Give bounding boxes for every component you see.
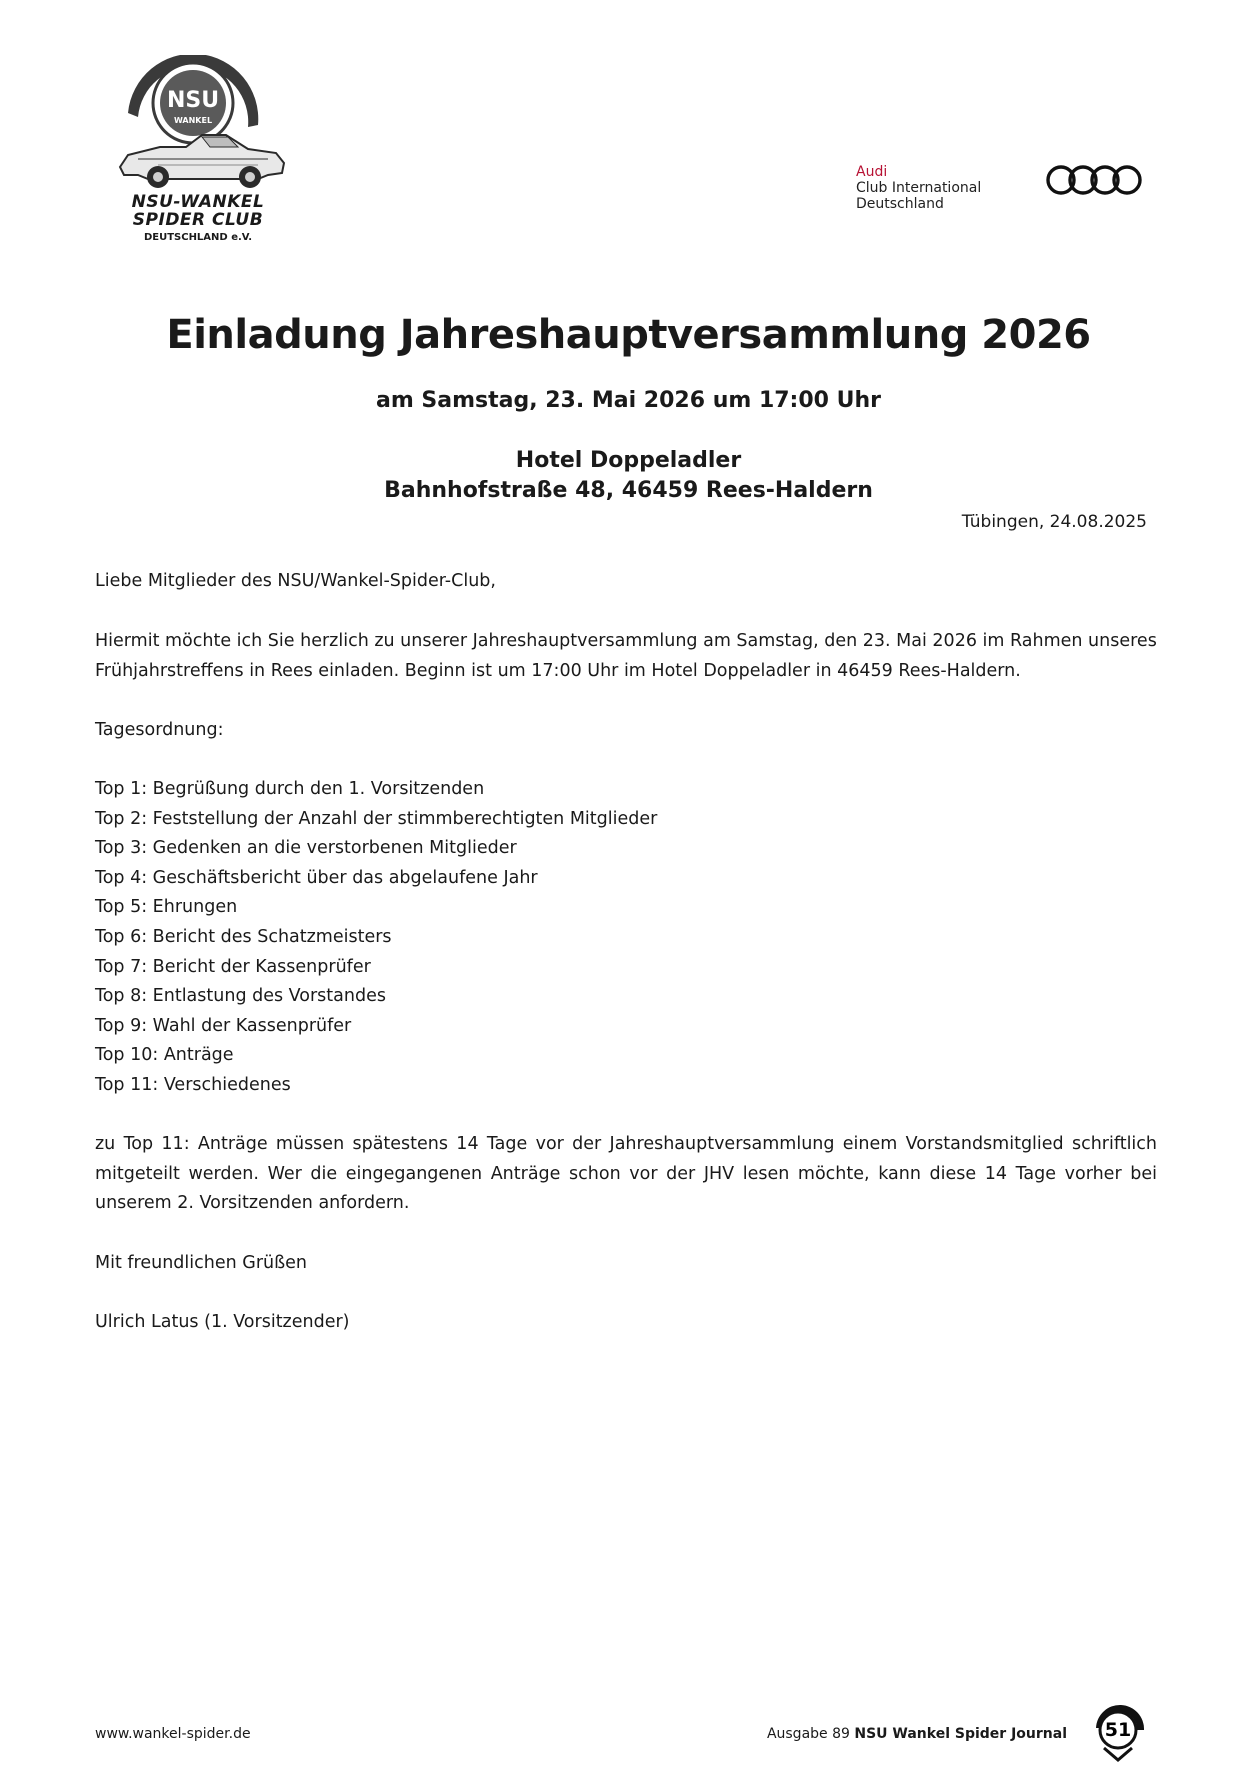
club-logo-line1: NSU-WANKEL bbox=[131, 192, 265, 212]
footer-website-link[interactable]: www.wankel-spider.de bbox=[95, 1726, 251, 1742]
page-number: 51 bbox=[1104, 1719, 1132, 1741]
agenda-list bbox=[95, 775, 657, 1101]
agenda-item: Top 5: Ehrungen bbox=[95, 897, 238, 918]
event-date: am Samstag, 23. Mai 2026 um 17:00 Uhr bbox=[375, 388, 882, 413]
agenda-item: Top 2: Feststellung der Anzahl der stimmberechtigten Mitglieder bbox=[95, 808, 658, 829]
page-number-badge bbox=[1090, 1702, 1150, 1762]
footer-journal bbox=[767, 1726, 1067, 1742]
agenda-item: Top 3: Gedenken an die verstorbenen Mitglieder bbox=[95, 838, 517, 859]
agenda-item: Top 4: Geschäftsbericht über das abgelaufene Jahr bbox=[95, 867, 538, 888]
audi-rings-icon bbox=[1043, 162, 1143, 198]
agenda-item: Top 11: Verschiedenes bbox=[95, 1074, 291, 1095]
svg-text:NSU: NSU bbox=[166, 88, 220, 113]
signature: Ulrich Latus (1. Vorsitzender) bbox=[95, 1312, 350, 1332]
journal-name: NSU Wankel Spider Journal bbox=[854, 1726, 1067, 1742]
agenda-item: Top 8: Entlastung des Vorstandes bbox=[95, 986, 386, 1007]
club-logo bbox=[98, 55, 298, 245]
closing: Mit freundlichen Grüßen bbox=[95, 1253, 307, 1273]
club-logo-line2: SPIDER CLUB bbox=[132, 210, 264, 230]
page-title: Einladung Jahreshauptversammlung 2026 bbox=[166, 312, 1091, 358]
svg-text:WANKEL: WANKEL bbox=[173, 116, 213, 125]
agenda-item: Top 10: Anträge bbox=[95, 1045, 234, 1066]
place-date: Tübingen, 24.08.2025 bbox=[961, 512, 1147, 532]
audi-line2: Deutschland bbox=[856, 196, 944, 212]
agenda-item: Top 1: Begrüßung durch den 1. Vorsitzenden bbox=[95, 779, 485, 799]
venue-address: Bahnhofstraße 48, 46459 Rees-Haldern bbox=[384, 478, 873, 503]
audi-brand-text: Audi bbox=[856, 164, 888, 180]
agenda-item: Top 6: Bericht des Schatzmeisters bbox=[95, 926, 392, 947]
audi-club-logo bbox=[856, 164, 981, 212]
salutation: Liebe Mitglieder des NSU/Wankel-Spider-Club, bbox=[95, 571, 496, 591]
club-logo-emblem bbox=[98, 55, 298, 195]
venue-name: Hotel Doppeladler bbox=[515, 448, 742, 473]
agenda-heading: Tagesordnung: bbox=[95, 720, 224, 740]
agenda-note: zu Top 11: Anträge müssen spätestens 14 Tage vor der Jahreshauptversammlung einem Vorstandsmitglied schriftlich mitgeteilt werden. Wer die eingegangenen Anträge schon vor der JHV lesen möchte, kann diese 14 Tage vorher bei unserem 2. Vorsitzenden anfordern. bbox=[95, 1134, 1157, 1214]
issue-label: Ausgabe 89 bbox=[766, 1726, 850, 1742]
agenda-item: Top 7: Bericht der Kassenprüfer bbox=[95, 956, 371, 977]
club-logo-line3: DEUTSCHLAND e.V. bbox=[143, 232, 253, 243]
agenda-item: Top 9: Wahl der Kassenprüfer bbox=[95, 1015, 352, 1036]
audi-line1: Club International bbox=[856, 180, 982, 196]
intro-paragraph: Hiermit möchte ich Sie herzlich zu unserer Jahreshauptversammlung am Samstag, den 23. Mai 2026 im Rahmen unseres Frühjahrstreffens in Rees einladen. Beginn ist um 17:00 Uhr im Hotel Doppeladler in 46459 Rees-Haldern. bbox=[95, 631, 1157, 681]
